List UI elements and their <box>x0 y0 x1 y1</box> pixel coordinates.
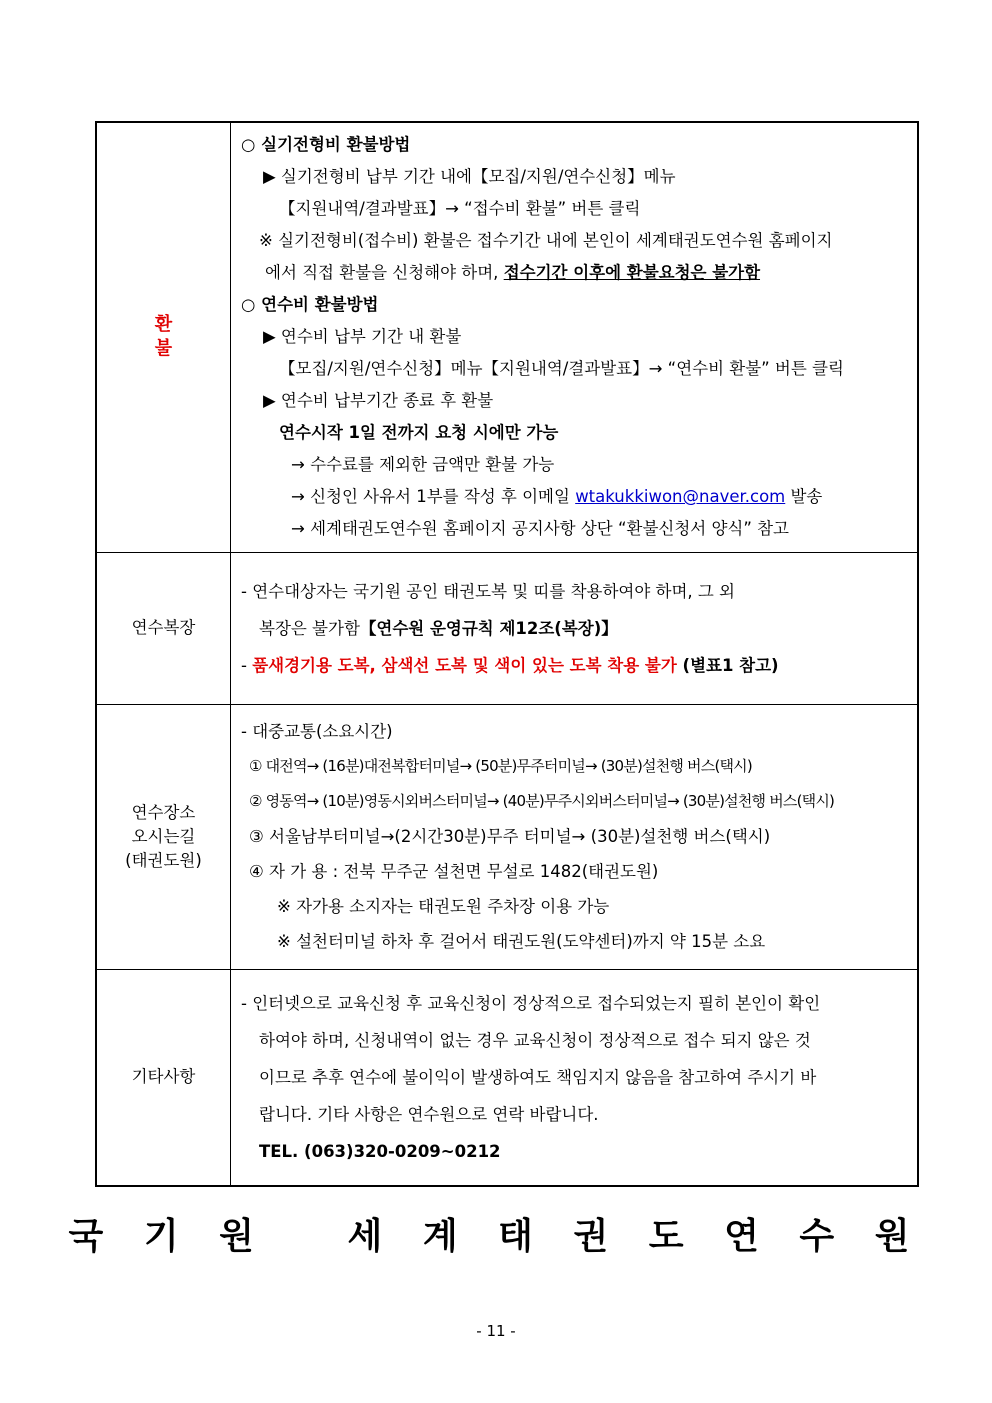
refund-email-link[interactable]: wtakukkiwon@naver.com <box>575 487 786 507</box>
refund-exam-note-cont <box>241 257 909 289</box>
refund-row <box>96 122 918 552</box>
dress-appendix-ref: (별표1 참고) <box>676 655 779 675</box>
route-seoul: ③ 서울남부터미널→(2시간30분)무주 터미널→ (30분)설천행 버스(택시) <box>249 827 771 846</box>
etc-label: 기타사항 <box>96 969 231 1186</box>
refund-email-send: 발송 <box>785 487 823 507</box>
dress-line3-dash: - <box>241 655 253 675</box>
refund-exam-step2: 【지원내역/결과발표】→ “접수비 환불” 버튼 클릭 <box>279 199 641 219</box>
etc-line2: 하여야 하며, 신청내역이 없는 경우 교육신청이 정상적으로 접수 되지 않은 것 <box>259 1030 811 1050</box>
dress-rule-ref: 【연수원 운영규칙 제12조(복장)】 <box>359 618 618 638</box>
refund-fee-note: → 수수료를 제외한 금액만 환불 가능 <box>291 455 555 475</box>
refund-deadline-warning: 접수기간 이후에 환불요청은 불가함 <box>503 263 761 283</box>
location-label-2: 오시는길 <box>131 826 196 846</box>
refund-exam-note-text: 에서 직접 환불을 신청해야 하며, <box>265 263 504 283</box>
refund-training-step2: 【모집/지원/연수신청】메뉴【지원내역/결과발표】→ “연수비 환불” 버튼 클릭 <box>279 359 844 379</box>
etc-line3: 이므로 추후 연수에 불이익이 발생하여도 책임지지 않음을 참고하여 주시기 바 <box>259 1067 817 1087</box>
refund-exam-note: ※ 실기전형비(접수비) 환불은 접수기간 내에 본인이 세계태권도연수원 홈페이지 <box>259 231 833 251</box>
refund-exam-step1: ▶ 실기전형비 납부 기간 내에【모집/지원/연수신청】메뉴 <box>263 167 676 187</box>
transit-heading: - 대중교통(소요시간) <box>241 722 393 741</box>
dress-label: 연수복장 <box>96 552 231 704</box>
location-label-3: (태권도원) <box>125 850 202 870</box>
walk-note: ※ 설천터미널 하차 후 걸어서 태권도원(도약센터)까지 약 15분 소요 <box>277 932 766 951</box>
refund-label: 환 불 <box>96 122 231 552</box>
refund-form-note: → 세계태권도연수원 홈페이지 공지사항 상단 “환불신청서 양식” 참고 <box>291 519 789 539</box>
refund-training-step1: ▶ 연수비 납부 기간 내 환불 <box>263 327 462 347</box>
etc-content <box>231 969 919 1186</box>
dress-line2 <box>241 610 909 647</box>
route-yeongdong: ② 영동역→ (10분)영동시외버스터미널→ (40분)무주시외버스터미널→ (30분)설천행 버스(택시) <box>249 792 835 810</box>
refund-heading-exam: ○ 실기전형비 환불방법 <box>241 135 411 155</box>
location-label <box>96 704 231 969</box>
route-car: ④ 자 가 용 : 전북 무주군 설천면 무설로 1482(태권도원) <box>249 862 659 881</box>
dress-content <box>231 552 919 704</box>
dress-prohibited: 품새경기용 도복, 삼색선 도복 및 색이 있는 도복 착용 불가 <box>252 655 677 675</box>
route-daejeon: ① 대전역→ (16분)대전복합터미널→ (50분)무주터미널→ (30분)설천행 버스(택시) <box>249 757 752 775</box>
dress-line2-text: 복장은 불가함 <box>259 618 360 638</box>
refund-training-condition: 연수시작 1일 전까지 요청 시에만 가능 <box>279 423 559 443</box>
etc-line4: 랍니다. 기타 사항은 연수원으로 연락 바랍니다. <box>259 1104 599 1124</box>
dress-line3 <box>241 647 909 684</box>
refund-heading-training: ○ 연수비 환불방법 <box>241 295 379 315</box>
organization-title: 국 기 원 세 계 태 권 도 연 수 원 <box>68 1216 924 1257</box>
refund-email-text: → 신청인 사유서 1부를 작성 후 이메일 <box>291 487 576 507</box>
location-content <box>231 704 919 969</box>
etc-row <box>96 969 918 1186</box>
contact-phone: TEL. (063)320-0209~0212 <box>259 1141 501 1161</box>
parking-note: ※ 자가용 소지자는 태권도원 주차장 이용 가능 <box>277 897 610 916</box>
etc-line1: - 인터넷으로 교육신청 후 교육신청이 정상적으로 접수되었는지 필히 본인이 확인 <box>241 993 821 1013</box>
location-label-1: 연수장소 <box>131 802 196 822</box>
location-row <box>96 704 918 969</box>
dress-line1: - 연수대상자는 국기원 공인 태권도복 및 띠를 착용하여야 하며, 그 외 <box>241 581 736 601</box>
refund-training-after: ▶ 연수비 납부기간 종료 후 환불 <box>263 391 494 411</box>
dress-row <box>96 552 918 704</box>
page-number: - 11 - <box>476 1322 516 1340</box>
refund-content <box>231 122 919 552</box>
refund-email-note <box>241 481 909 513</box>
info-table <box>95 121 919 1187</box>
